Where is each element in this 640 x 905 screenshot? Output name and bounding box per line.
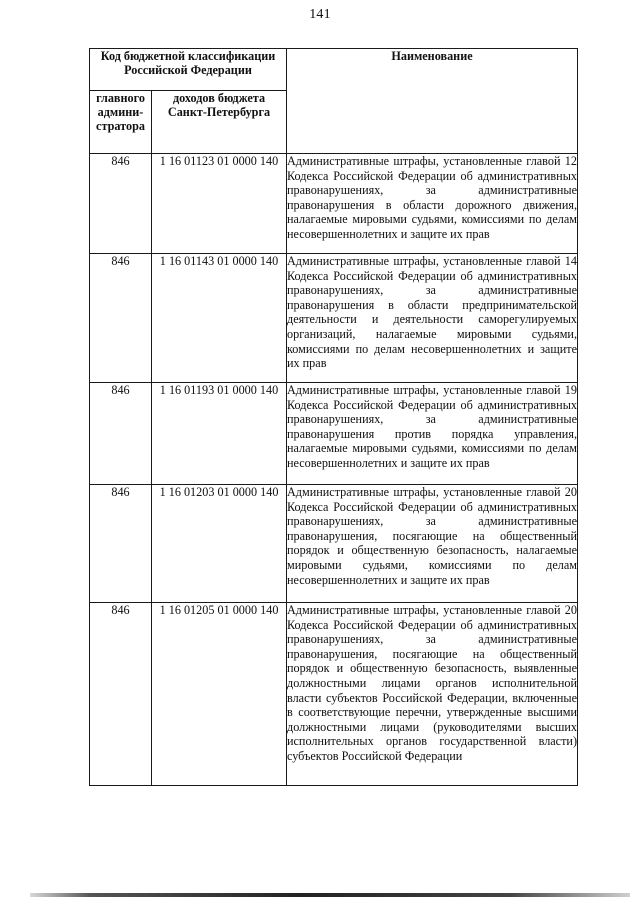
cell-admin-code: 846 bbox=[90, 603, 152, 786]
cell-revenue-code: 1 16 01143 01 0000 140 bbox=[152, 254, 287, 383]
cell-revenue-code: 1 16 01193 01 0000 140 bbox=[152, 383, 287, 485]
budget-classification-table bbox=[89, 48, 578, 786]
cell-revenue-code: 1 16 01123 01 0000 140 bbox=[152, 154, 287, 254]
cell-admin-code: 846 bbox=[90, 154, 152, 254]
header-chief-administrator: главного админи-стратора bbox=[90, 91, 152, 154]
table-row bbox=[90, 485, 578, 603]
cell-name: Административные штрафы, установленные главой 20 Кодекса Российской Федерации об административных правонарушениях, за административные правонарушения, посягающие на общественный порядок и общественную безопасность, налагаемые мировыми судьями, комиссиями по делам несовершеннолетних и защите их прав bbox=[287, 485, 578, 603]
cell-revenue-code: 1 16 01203 01 0000 140 bbox=[152, 485, 287, 603]
cell-revenue-code: 1 16 01205 01 0000 140 bbox=[152, 603, 287, 786]
page-number: 141 bbox=[309, 7, 331, 22]
table-row bbox=[90, 154, 578, 254]
header-classification-code: Код бюджетной классификации Российской Федерации bbox=[90, 49, 287, 91]
header-row-top bbox=[90, 49, 578, 91]
cell-admin-code: 846 bbox=[90, 485, 152, 603]
table-row bbox=[90, 603, 578, 786]
table-row bbox=[90, 383, 578, 485]
cell-name: Административные штрафы, установленные главой 19 Кодекса Российской Федерации об административных правонарушениях, за административные правонарушения против порядка управления, налагаемые мировыми судьями, комиссиями по делам несовершеннолетних и защите их прав bbox=[287, 383, 578, 485]
header-name: Наименование bbox=[287, 49, 578, 154]
cell-name: Административные штрафы, установленные главой 14 Кодекса Российской Федерации об административных правонарушениях, за административные правонарушения в области предпринимательской деятельности и деятельности саморегулируемых организаций, налагаемые мировыми судьями, комиссиями по делам несовершеннолетних и защите их прав bbox=[287, 254, 578, 383]
header-budget-revenues: доходов бюджета Санкт-Петербурга bbox=[152, 91, 287, 154]
cell-admin-code: 846 bbox=[90, 254, 152, 383]
cell-name: Административные штрафы, установленные главой 20 Кодекса Российской Федерации об административных правонарушениях, за административные правонарушения, посягающие на общественный порядок и общественную безопасность, выявленные должностными лицами органов исполнительной власти субъектов Российской Федерации, включенные в соответствующие перечни, утвержденные высшими должностными лицами (руководителями высших исполнительных органов государственной власти) субъектов Российской Федерации bbox=[287, 603, 578, 786]
scan-bottom-rule bbox=[30, 893, 630, 897]
table-row bbox=[90, 254, 578, 383]
cell-name: Административные штрафы, установленные главой 12 Кодекса Российской Федерации об административных правонарушениях, за административные правонарушения в области дорожного движения, налагаемые мировыми судьями, комиссиями по делам несовершеннолетних и защите их прав bbox=[287, 154, 578, 254]
cell-admin-code: 846 bbox=[90, 383, 152, 485]
